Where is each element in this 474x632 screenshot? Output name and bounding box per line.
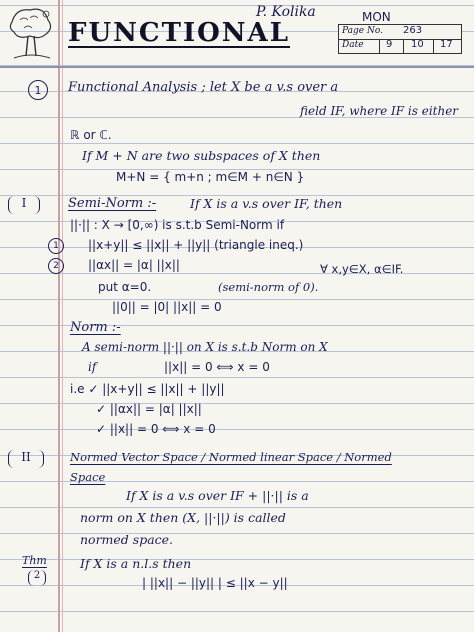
note-line: put α=0.	[98, 280, 152, 294]
note-line: ✓ ||αx|| = |α| ||x||	[96, 402, 202, 416]
note-line: If X is a v.s over IF + ||·|| is a	[126, 488, 309, 503]
section-number: 1	[28, 80, 48, 100]
note-line: A semi-norm ||·|| on X is s.t.b Norm on X	[82, 340, 328, 354]
item-number: 1	[48, 238, 64, 254]
note-line: ||x|| = 0 ⟺ x = 0	[164, 360, 270, 374]
date-year: 17	[440, 39, 453, 50]
theorem-number: 2	[28, 570, 46, 586]
note-line: M+N = { m+n ; m∈M + n∈N }	[116, 170, 305, 184]
note-line: ∀ x,y∈X, α∈IF.	[320, 262, 404, 276]
day-label: MON	[362, 10, 391, 24]
author-name: P. Kolika	[256, 4, 316, 20]
note-line: normed space.	[80, 532, 174, 547]
section-number: II	[8, 450, 44, 468]
date-separator	[379, 39, 380, 53]
note-line: If X is a n.l.s then	[80, 556, 192, 571]
note-line: ||αx|| = |α| ||x||	[88, 258, 180, 272]
page-number-row	[339, 25, 461, 40]
page-number: 263	[403, 25, 423, 36]
note-line: ✓ ||x|| = 0 ⟺ x = 0	[96, 422, 216, 436]
note-line: ℝ or ℂ.	[70, 128, 112, 142]
margin-line	[58, 0, 60, 632]
note-line: field IF, where IF is either	[300, 104, 459, 118]
date-separator	[433, 39, 434, 53]
item-number: 2	[48, 258, 64, 274]
note-line: i.e ✓ ||x+y|| ≤ ||x|| + ||y||	[70, 382, 225, 396]
section-heading: Norm :-	[70, 320, 121, 335]
section-heading: Semi-Norm :-	[68, 196, 157, 211]
date-separator	[403, 39, 404, 53]
margin-line-inner	[62, 0, 63, 632]
section-heading: Normed Vector Space / Normed linear Space / Normed	[70, 450, 392, 464]
note-line: If X is a v.s over IF, then	[190, 196, 343, 211]
note-line: if	[88, 360, 97, 374]
note-line: ||x+y|| ≤ ||x|| + ||y|| (triangle ineq.)	[88, 238, 304, 252]
section-heading: Space	[70, 470, 106, 484]
note-line: If M + N are two subspaces of X then	[82, 148, 321, 163]
header-rule	[0, 66, 474, 68]
note-line: ||·|| : X → [0,∞) is s.t.b Semi-Norm if	[70, 218, 285, 232]
page-title: FUNCTIONAL	[68, 18, 290, 48]
date-label: Date	[342, 40, 364, 50]
theorem-label: Thm	[22, 554, 47, 567]
page-number-label: Page No.	[342, 26, 383, 36]
note-line: | ||x|| − ||y|| | ≤ ||x − y||	[142, 576, 288, 590]
date-month: 10	[411, 39, 424, 50]
note-line: (semi-norm of 0).	[218, 280, 319, 294]
page-date-box	[338, 24, 462, 54]
note-line: ||0|| = |0| ||x|| = 0	[112, 300, 222, 314]
section-number: I	[8, 196, 40, 214]
date-row	[339, 39, 461, 53]
note-line: norm on X then (X, ||·||) is called	[80, 510, 286, 525]
tree-logo-icon	[6, 4, 56, 62]
date-day: 9	[386, 39, 393, 50]
note-line: Functional Analysis ; let X be a v.s over a	[68, 80, 339, 95]
